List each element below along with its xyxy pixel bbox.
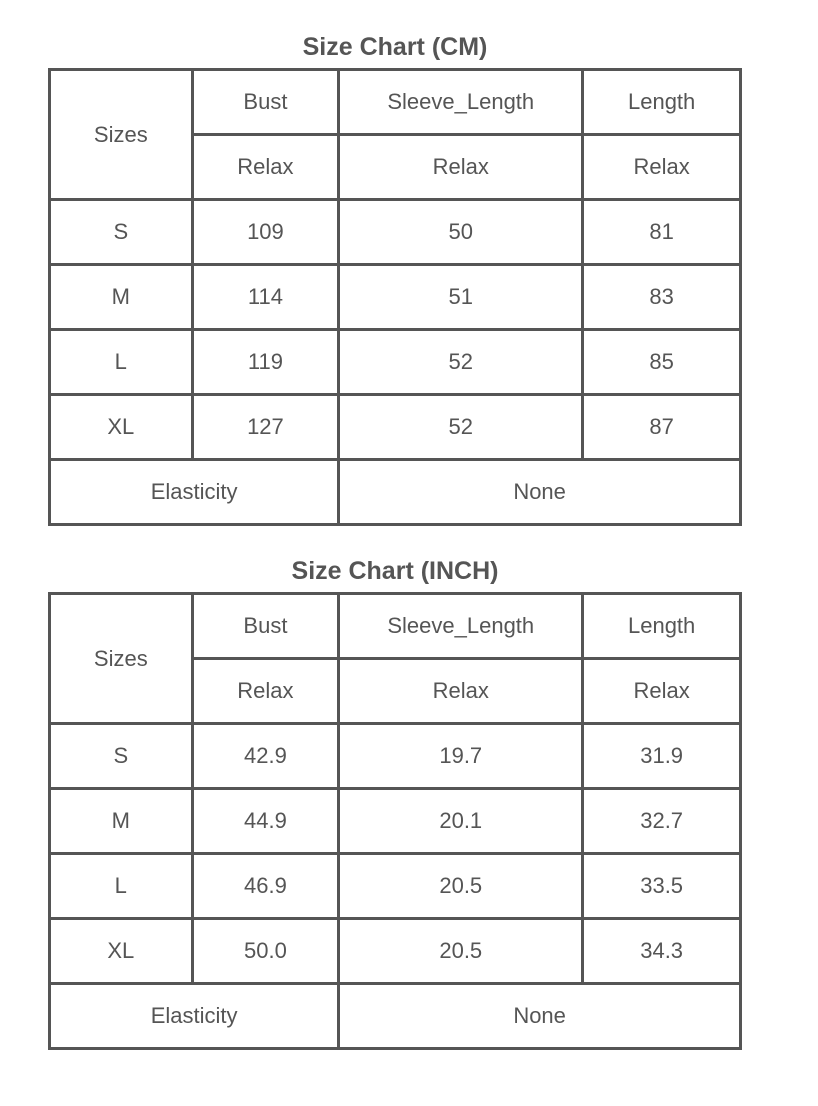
elasticity-row — [50, 460, 741, 525]
bust-cell: 44.9 — [192, 789, 339, 854]
length-header: Length — [583, 594, 741, 659]
bust-fit-header: Relax — [192, 659, 339, 724]
size-cell: L — [50, 330, 193, 395]
sleeve-length-cell: 51 — [339, 265, 583, 330]
size-cell: M — [50, 789, 193, 854]
length-cell: 81 — [583, 200, 741, 265]
header-row — [50, 594, 741, 659]
sizes-header: Sizes — [50, 594, 193, 724]
length-fit-header: Relax — [583, 659, 741, 724]
length-cell: 83 — [583, 265, 741, 330]
sleeve-length-header: Sleeve_Length — [339, 594, 583, 659]
elasticity-label: Elasticity — [50, 984, 339, 1049]
table-row — [50, 265, 741, 330]
length-cell: 33.5 — [583, 854, 741, 919]
table-row — [50, 724, 741, 789]
bust-cell: 46.9 — [192, 854, 339, 919]
elasticity-label: Elasticity — [50, 460, 339, 525]
size-cell: XL — [50, 919, 193, 984]
length-cell: 31.9 — [583, 724, 741, 789]
header-row — [50, 70, 741, 135]
bust-header: Bust — [192, 70, 339, 135]
sleeve-length-cell: 20.5 — [339, 854, 583, 919]
bust-cell: 42.9 — [192, 724, 339, 789]
size-cell: S — [50, 200, 193, 265]
size-cell: L — [50, 854, 193, 919]
table-row — [50, 919, 741, 984]
table-row — [50, 200, 741, 265]
size-cell: XL — [50, 395, 193, 460]
sleeve-length-cell: 20.5 — [339, 919, 583, 984]
bust-cell: 127 — [192, 395, 339, 460]
elasticity-row — [50, 984, 741, 1049]
length-cell: 87 — [583, 395, 741, 460]
sleeve-length-cell: 50 — [339, 200, 583, 265]
sleeve-length-cell: 19.7 — [339, 724, 583, 789]
sleeve-length-fit-header: Relax — [339, 659, 583, 724]
chart-title: Size Chart (CM) — [302, 33, 488, 61]
bust-cell: 119 — [192, 330, 339, 395]
size-table — [48, 592, 742, 1050]
bust-fit-header: Relax — [192, 135, 339, 200]
length-cell: 32.7 — [583, 789, 741, 854]
size-cell: S — [50, 724, 193, 789]
sleeve-length-fit-header: Relax — [339, 135, 583, 200]
length-header: Length — [583, 70, 741, 135]
size-chart-cm — [48, 28, 742, 526]
sleeve-length-cell: 20.1 — [339, 789, 583, 854]
elasticity-value: None — [339, 460, 741, 525]
length-cell: 34.3 — [583, 919, 741, 984]
table-row — [50, 330, 741, 395]
sizes-header: Sizes — [50, 70, 193, 200]
table-row — [50, 789, 741, 854]
size-table — [48, 68, 742, 526]
sleeve-length-cell: 52 — [339, 330, 583, 395]
sleeve-length-header: Sleeve_Length — [339, 70, 583, 135]
size-chart-inch — [48, 552, 742, 1050]
bust-cell: 50.0 — [192, 919, 339, 984]
length-fit-header: Relax — [583, 135, 741, 200]
bust-cell: 114 — [192, 265, 339, 330]
table-row — [50, 854, 741, 919]
chart-title: Size Chart (INCH) — [291, 557, 499, 585]
sleeve-length-cell: 52 — [339, 395, 583, 460]
length-cell: 85 — [583, 330, 741, 395]
size-cell: M — [50, 265, 193, 330]
elasticity-value: None — [339, 984, 741, 1049]
bust-header: Bust — [192, 594, 339, 659]
table-row — [50, 395, 741, 460]
bust-cell: 109 — [192, 200, 339, 265]
